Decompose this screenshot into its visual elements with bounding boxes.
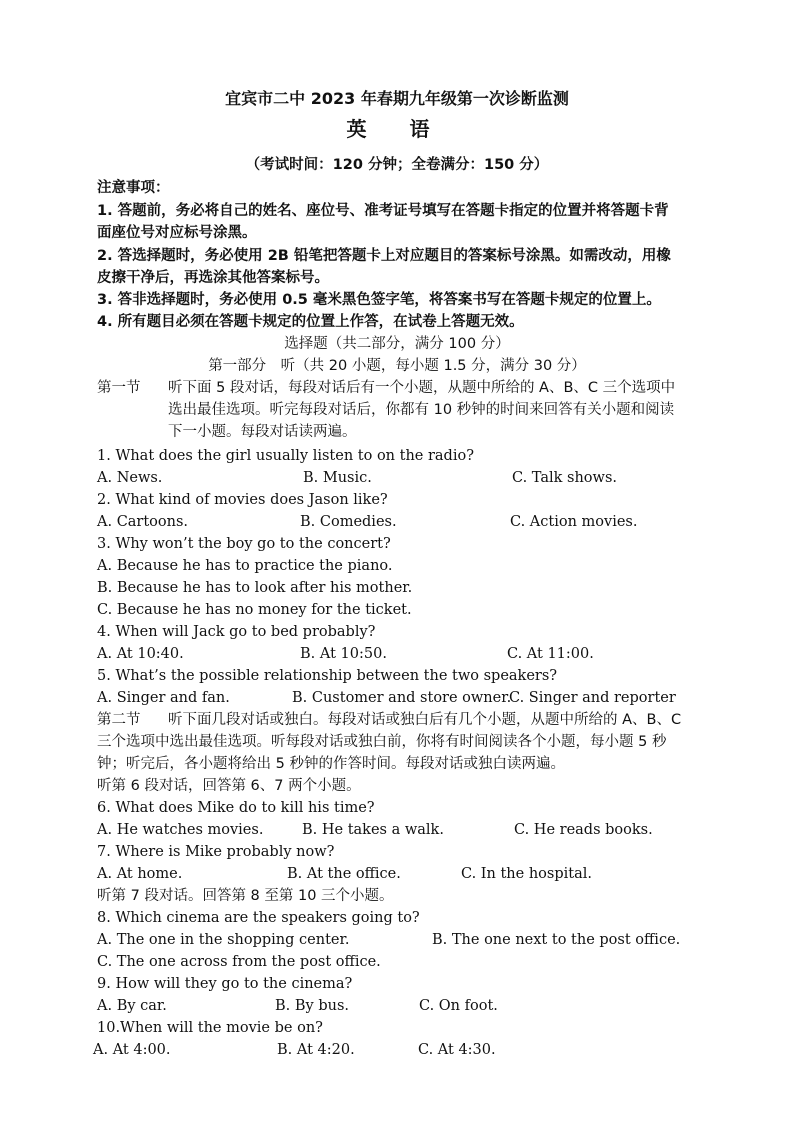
section1-instructions: 下一小题。每段对话读两遍。 [168, 424, 357, 440]
question-8: 8. Which cinema are the speakers going to? [97, 910, 420, 926]
option-a: A. News. [97, 470, 163, 486]
section2-instructions: 钟；听完后，各小题将给出 5 秒钟的作答时间。每段对话或独白读两遍。 [97, 756, 565, 772]
option-b: B. Comedies. [300, 514, 397, 530]
option-b: B. He takes a walk. [302, 822, 444, 838]
option-c: C. At 11:00. [507, 646, 594, 662]
option-c: C. At 4:30. [418, 1042, 496, 1058]
option-a: A. By car. [97, 998, 167, 1014]
option-a: A. Singer and fan. [97, 690, 230, 706]
section2-instructions: 三个选项中选出最佳选项。听每段对话或独白前，你将有时间阅读各个小题，每小题 5 秒 [97, 734, 667, 750]
note-line: 面座位号对应标号涂黑。 [97, 225, 257, 241]
option-c: C. On foot. [419, 998, 498, 1014]
option-c: C. The one across from the post office. [97, 954, 381, 970]
note-line: 皮擦干净后，再选涂其他答案标号。 [97, 270, 329, 286]
question-4: 4. When will Jack go to bed probably? [97, 624, 376, 640]
option-b: B. By bus. [275, 998, 350, 1014]
question-10: 10.When will the movie be on? [97, 1020, 323, 1036]
option-c: C. Talk shows. [512, 470, 617, 486]
option-a: A. Cartoons. [97, 514, 189, 530]
option-b: B. Music. [303, 470, 372, 486]
note-line: 4. 所有题目必须在答题卡规定的位置上作答，在试卷上答题无效。 [97, 314, 524, 330]
subject-title: 英 语 [346, 117, 448, 141]
dialog-6-instruction: 听第 6 段对话，回答第 6、7 两个小题。 [97, 778, 361, 794]
option-c: C. Singer and reporter [509, 690, 676, 706]
question-5: 5. What’s the possible relationship between the two speakers? [97, 668, 558, 684]
option-a: A. At home. [97, 866, 183, 882]
question-7: 7. Where is Mike probably now? [97, 844, 335, 860]
question-2: 2. What kind of movies does Jason like? [97, 492, 388, 508]
section-heading: 选择题（共二部分，满分 100 分） [284, 336, 510, 352]
dialog-7-instruction: 听第 7 段对话。回答第 8 至第 10 三个小题。 [97, 888, 394, 904]
option-b: B. The one next to the post office. [432, 932, 681, 948]
exam-title: 宜宾市二中 2023 年春期九年级第一次诊断监测 [225, 89, 569, 108]
option-c: C. Action movies. [510, 514, 638, 530]
question-9: 9. How will they go to the cinema? [97, 976, 353, 992]
note-line: 1. 答题前，务必将自己的姓名、座位号、准考证号填写在答题卡指定的位置并将答题卡背 [97, 203, 669, 219]
note-line: 3. 答非选择题时，务必使用 0.5 毫米黑色签字笔，将答案书写在答题卡规定的位置上。 [97, 292, 661, 308]
question-1: 1. What does the girl usually listen to on the radio? [97, 448, 474, 464]
question-3: 3. Why won’t the boy go to the concert? [97, 536, 391, 552]
section2-label: 第二节 [97, 712, 141, 728]
section1-label: 第一节 [97, 380, 141, 396]
part-heading: 第一部分 听（共 20 小题，每小题 1.5 分，满分 30 分） [208, 358, 586, 374]
section1-instructions: 听下面 5 段对话，每段对话后有一个小题，从题中所给的 A、B、C 三个选项中 [168, 380, 676, 396]
option-b: B. At 4:20. [277, 1042, 355, 1058]
section2-instructions: 听下面几段对话或独白。每段对话或独白后有几个小题，从题中所给的 A、B、C [168, 712, 682, 728]
option-c: C. In the hospital. [461, 866, 592, 882]
option-c: C. Because he has no money for the ticket. [97, 602, 412, 618]
option-b: B. Because he has to look after his mother. [97, 580, 413, 596]
option-b: B. At the office. [287, 866, 401, 882]
option-a: A. At 4:00. [93, 1042, 171, 1058]
option-c: C. He reads books. [514, 822, 653, 838]
section1-instructions: 选出最佳选项。听完每段对话后，你都有 10 秒钟的时间来回答有关小题和阅读 [168, 402, 675, 418]
option-a: A. The one in the shopping center. [97, 932, 350, 948]
option-a: A. At 10:40. [97, 646, 184, 662]
note-line: 2. 答选择题时，务必使用 2B 铅笔把答题卡上对应题目的答案标号涂黑。如需改动，用橡 [97, 248, 671, 264]
option-b: B. Customer and store owner. [292, 690, 512, 706]
option-a: A. He watches movies. [97, 822, 264, 838]
option-a: A. Because he has to practice the piano. [97, 558, 393, 574]
option-b: B. At 10:50. [300, 646, 387, 662]
notes-heading: 注意事项： [97, 180, 170, 196]
question-6: 6. What does Mike do to kill his time? [97, 800, 375, 816]
exam-info: （考试时间：120 分钟；全卷满分：150 分） [245, 157, 549, 173]
